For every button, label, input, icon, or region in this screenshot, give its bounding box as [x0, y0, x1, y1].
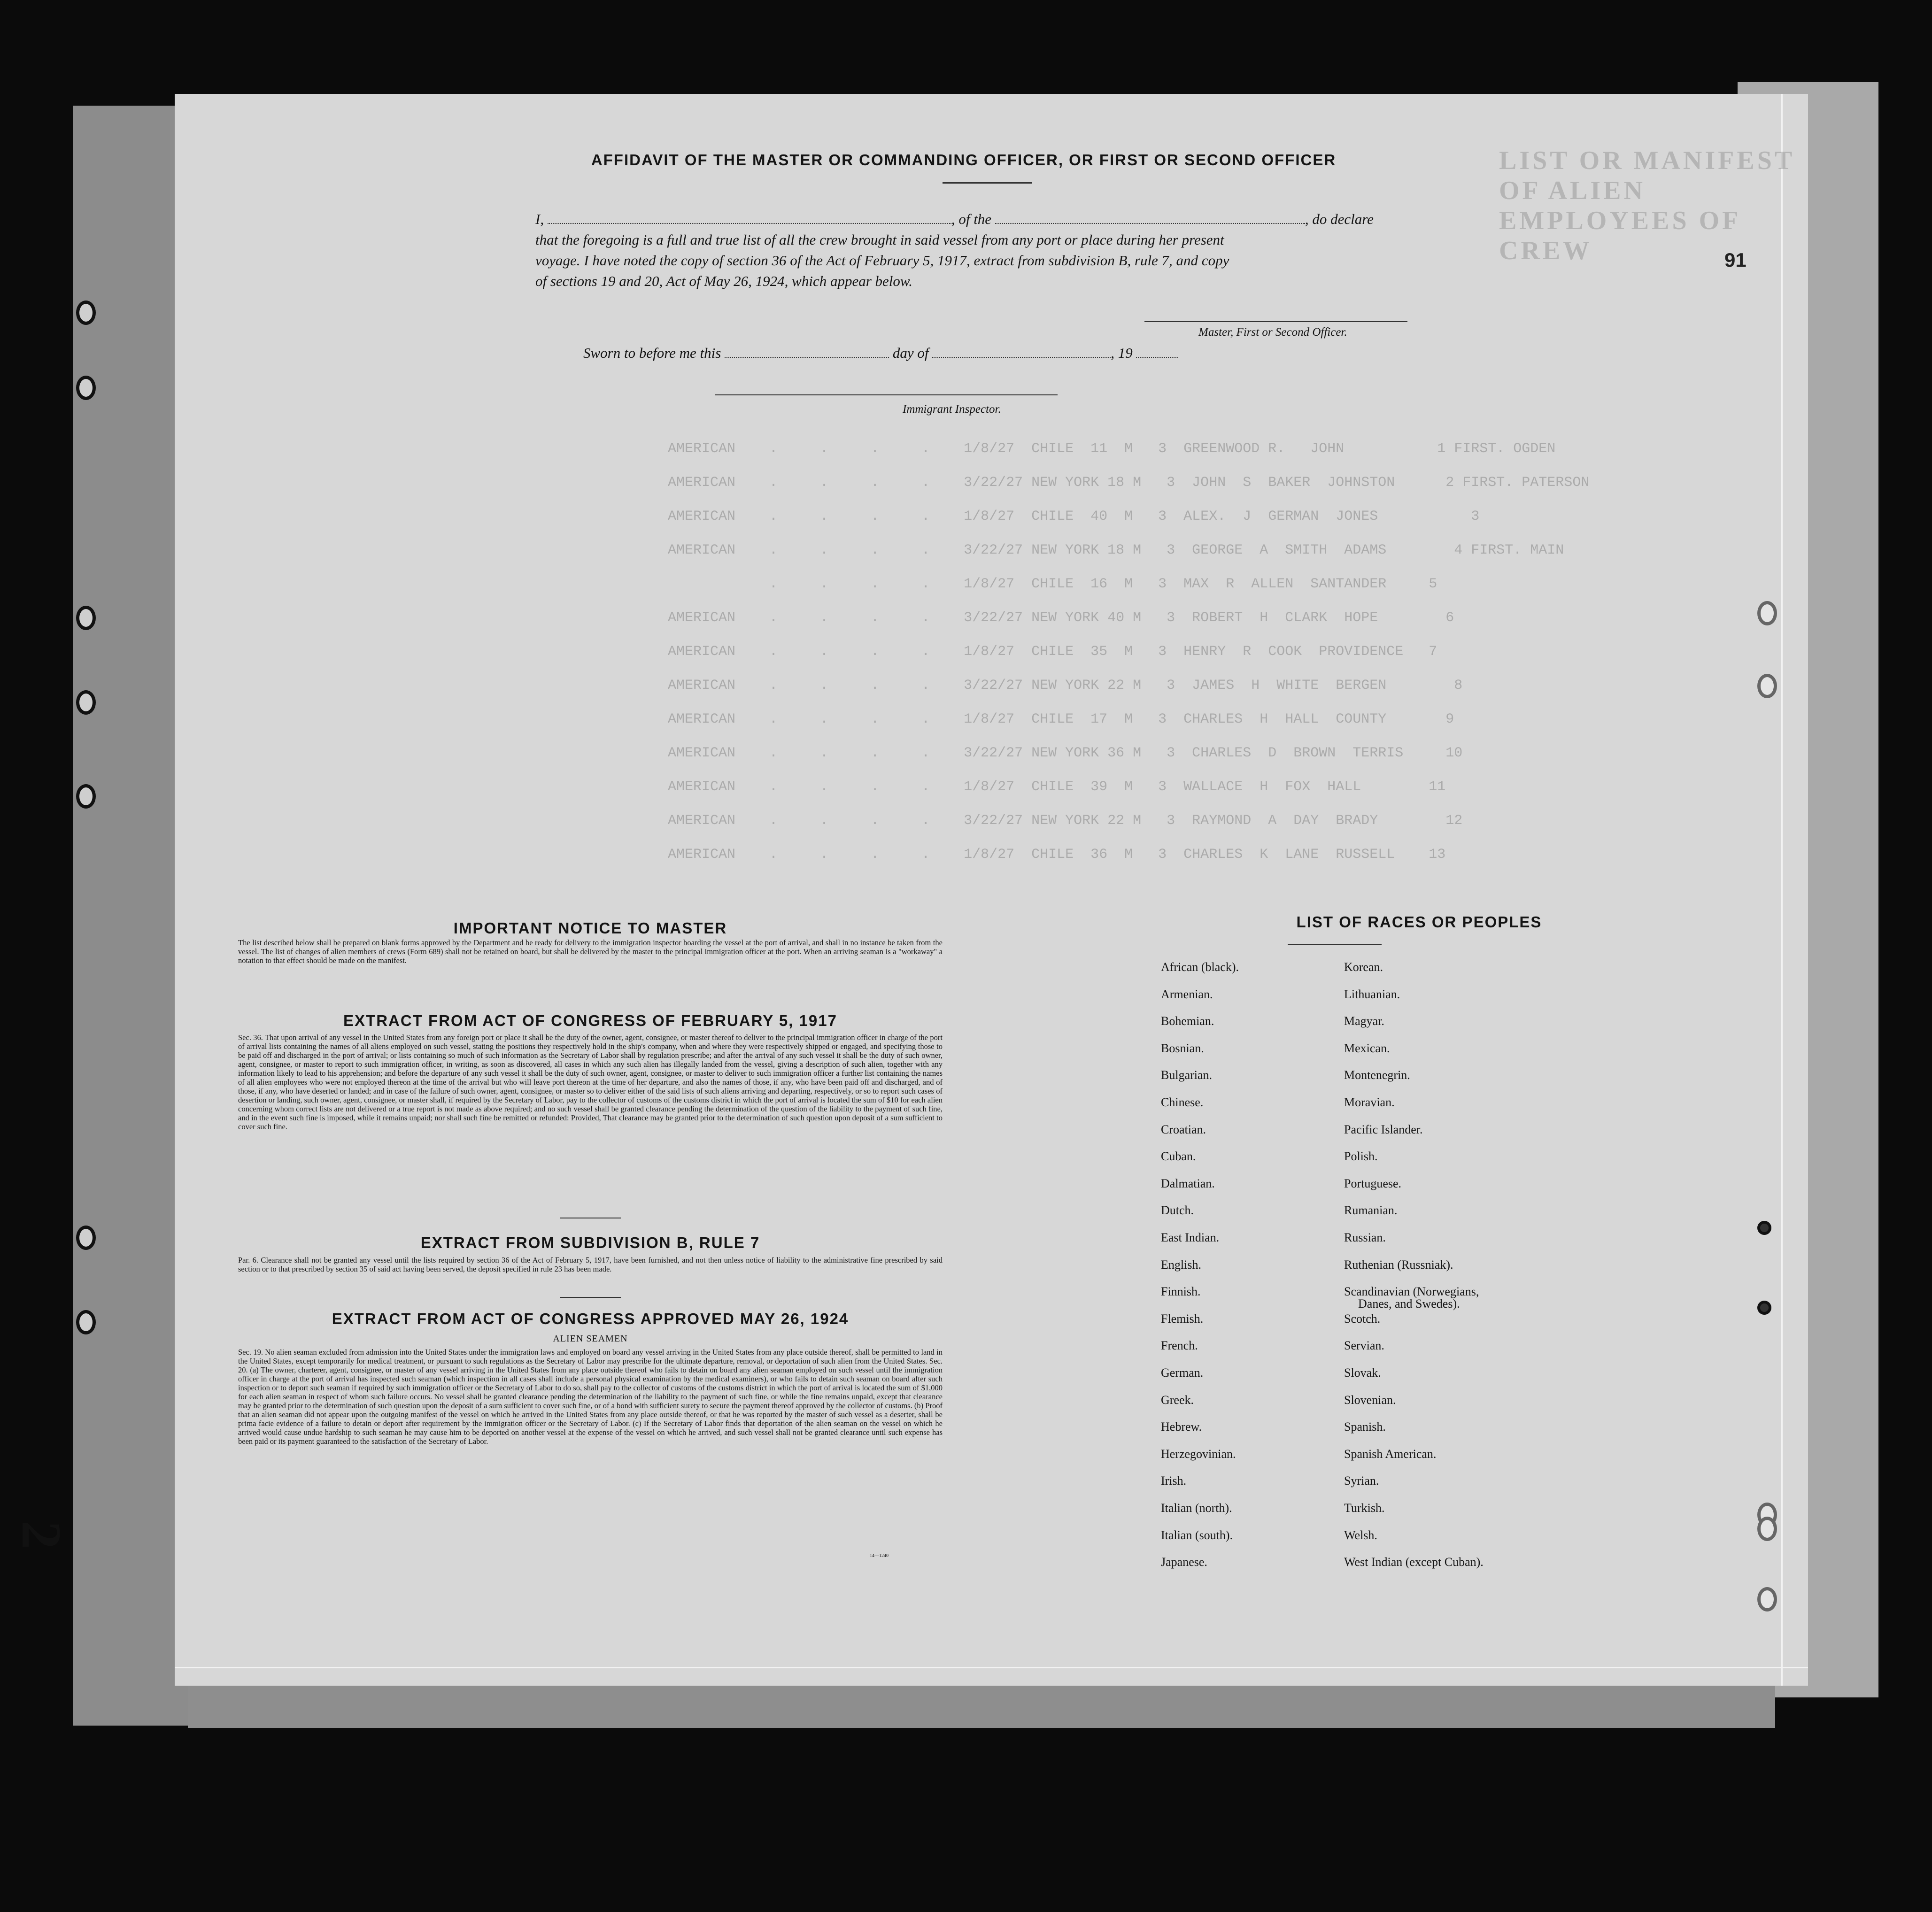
sheet-edge-line [175, 1667, 1808, 1668]
race-item: Syrian. [1344, 1474, 1379, 1488]
affidavit-line-4: of sections 19 and 20, Act of May 26, 1924, which appear below. [535, 273, 913, 289]
punch-hole-icon [76, 690, 96, 715]
punch-hole-icon [76, 784, 96, 809]
race-item: Dalmatian. [1161, 1176, 1215, 1190]
race-item: Spanish American. [1344, 1447, 1437, 1461]
race-item: Bosnian. [1161, 1041, 1204, 1055]
extract-rule7-title: EXTRACT FROM SUBDIVISION B, RULE 7 [420, 1234, 760, 1251]
affidavit-line-1 [535, 209, 1428, 230]
notice-title: IMPORTANT NOTICE TO MASTER [453, 919, 727, 937]
punch-hole-icon [1757, 674, 1777, 698]
master-signature-label: Master, First or Second Officer. [1198, 326, 1347, 339]
race-item: Pacific Islander. [1344, 1122, 1423, 1136]
race-item: African (black). [1161, 960, 1239, 974]
affidavit-i-label: I, [535, 211, 544, 227]
punch-hole-icon [1757, 1517, 1777, 1541]
affidavit-line-2: that the foregoing is a full and true list of all the crew brought in said vessel from any port or place during her present [535, 231, 1224, 248]
race-item: Hebrew. [1161, 1420, 1202, 1434]
punch-hole-icon [1757, 1587, 1777, 1611]
sworn-year-field[interactable] [1136, 347, 1178, 358]
inspector-label: Immigrant Inspector. [903, 403, 1001, 416]
punch-hole-icon [76, 1310, 96, 1334]
punch-hole-icon [1757, 601, 1777, 625]
extract-1924-body: Sec. 19. No alien seaman excluded from admission into the United States under the immigration laws and employed on board any vessel arriving in the United States from any place outside thereof, shall be permitted to land in the United States, except temporarily for medical treatment, or pursuant to such regulations as the Secretary of Labor may prescribe for the ultimate departure, removal, or deportation of such alien from the United States. Sec. 20. (a) The owner, charterer, agent, consignee, or master of any vessel arriving in the United States from any place outside thereof who fails to detain on board any alien seaman employed on such vessel until the immigration officer in charge at the port of arrival has inspected such seaman (which inspection in all cases shall include a personal physical examination by the medical examiners), or who fails to detain such seaman on board after such inspection or to deport such seaman if required by such immigration officer or the Secretary of Labor to do so, shall pay to the collector of customs of the customs district in which the port of arrival is located the sum of $1,000 for each alien seaman in respect of whom such failure occurs. No vessel shall be granted clearance pending the determination of the liability to the payment of such fine, or while the fine remains unpaid, except that clearance may be granted prior to the determination of such question upon the deposit of a sum sufficient to cover such fine, or of a bond with sufficient surety to secure the payment thereof approved by the collector of customs. (b) Proof that an alien seaman did not appear upon the outgoing manifest of the vessel on which he arrived in the United States from any place outside thereof, or that he was reported by the master of such vessel as a deserter, shall be prima facie evidence of a failure to detain or deport after requirement by the immigration officer or the Secretary of Labor. (c) If the Secretary of Labor finds that deportation of the alien seaman on the vessel on which he arrived would cause undue hardship to such seaman he may cause him to be deported on another vessel at the expense of the vessel on which he arrived, and such vessel shall not be granted clearance until such expense has been paid or its payment guaranteed to the satisfaction of the Secretary of Labor. [238, 1348, 943, 1446]
race-item: Italian (north). [1161, 1501, 1232, 1515]
manifest-sheet [175, 94, 1808, 1686]
punch-hole-icon [76, 1226, 96, 1250]
race-item: West Indian (except Cuban). [1344, 1555, 1484, 1569]
race-item: Welsh. [1344, 1528, 1377, 1542]
punch-hole-icon [76, 376, 96, 400]
races-title: LIST OF RACES OR PEOPLES [1296, 913, 1542, 931]
race-item: Chinese. [1161, 1095, 1204, 1109]
race-item: Rumanian. [1344, 1203, 1398, 1218]
race-item: Scotch. [1344, 1311, 1381, 1326]
sworn-day-field[interactable] [725, 347, 889, 358]
bleed-through-text: AMERICAN . . . . 1/8/27 CHILE 11 M 3 GREENWOOD R. JOHN 1 FIRST. OGDEN AMERICAN . . . . 3/22/27 NEW YORK 18 M 3 JOHN S BAKER JOHNSTON 2 FIRST. PATERSON AMERICAN . . . . 1/8/27 CHILE 40 M 3 ALEX. J GERMAN JONES 3 AMERICAN . . . . 3/22/27 NEW YORK 18 M 3 GEORGE A SMITH ADAMS 4 FIRST. MAIN . . . . 1/8/27 CHILE 16 M 3 MAX R ALLEN SANTANDER 5 AMERICAN . . . . 3/22/27 NEW YORK 40 M 3 ROBERT H CLARK HOPE 6 AMERICAN . . . . 1/8/27 CHILE 35 M 3 HENRY R COOK PROVIDENCE 7 AMERICAN . . . . 3/22/27 NEW YORK 22 M 3 JAMES H WHITE BERGEN 8 AMERICAN . . . . 1/8/27 CHILE 17 M 3 CHARLES H HALL COUNTY 9 AMERICAN . . . . 3/22/27 NEW YORK 36 M 3 CHARLES D BROWN TERRIS 10 AMERICAN . . . . 1/8/27 CHILE 39 M 3 WALLACE H FOX HALL 11 AMERICAN . . . . 3/22/27 NEW YORK 22 M 3 RAYMOND A DAY BRADY 12 AMERICAN . . . . 1/8/27 CHILE 36 M 3 CHARLES K LANE RUSSELL 13 [668, 441, 1590, 863]
race-item: English. [1161, 1257, 1201, 1272]
punch-hole-icon [76, 301, 96, 325]
handwritten-sheet-number: 2 [10, 1521, 73, 1549]
sworn-line [583, 343, 1241, 363]
race-item: Moravian. [1344, 1095, 1395, 1109]
affidavit-line-3: voyage. I have noted the copy of section 36 of the Act of February 5, 1917, extract from subdivision B, rule 7, and copy [535, 252, 1229, 269]
race-item: German. [1161, 1366, 1204, 1380]
punch-hole-icon [1757, 1301, 1771, 1315]
race-item: Irish. [1161, 1474, 1187, 1488]
race-item: Lithuanian. [1344, 987, 1400, 1001]
race-item: Slovenian. [1344, 1393, 1396, 1407]
section-divider [560, 1297, 621, 1298]
race-item: Ruthenian (Russniak). [1344, 1257, 1453, 1272]
race-item: Bohemian. [1161, 1014, 1214, 1028]
race-item: Croatian. [1161, 1122, 1206, 1136]
race-item: East Indian. [1161, 1231, 1220, 1244]
punch-hole-icon [1757, 1221, 1771, 1235]
vessel-name-field[interactable] [995, 214, 1305, 224]
extract-1917-title: EXTRACT FROM ACT OF CONGRESS OF FEBRUARY 5, 1917 [343, 1012, 837, 1029]
affidavit-title: AFFIDAVIT OF THE MASTER OR COMMANDING OFFICER, OR FIRST OR SECOND OFFICER [591, 151, 1337, 169]
title-divider [943, 182, 1032, 184]
race-item: Mexican. [1344, 1041, 1390, 1055]
race-item: Bulgarian. [1161, 1068, 1213, 1082]
sworn-year-label: , 19 [1111, 345, 1133, 361]
race-item: Greek. [1161, 1393, 1194, 1407]
form-number: 14—1240 [870, 1553, 889, 1558]
extract-1924-title: EXTRACT FROM ACT OF CONGRESS APPROVED MAY 26, 1924 [332, 1310, 849, 1327]
race-item: Portuguese. [1344, 1176, 1402, 1190]
race-item: Herzegovinian. [1161, 1447, 1236, 1461]
race-item: Magyar. [1344, 1014, 1384, 1028]
race-item: Dutch. [1161, 1203, 1194, 1218]
race-item: Montenegrin. [1344, 1068, 1410, 1082]
extract-rule7-body: Par. 6. Clearance shall not be granted any vessel until the lists required by section 36 of the Act of February 5, 1917, have been furnished, and not then unless notice of liability to the administrative fine prescribed by said section or to that prescribed by section 35 of said act having been served, the deposit specified in rule 23 has been made. [238, 1256, 943, 1273]
race-item: Turkish. [1344, 1501, 1385, 1515]
inspector-signature-line[interactable] [715, 394, 1058, 395]
race-item: Korean. [1344, 960, 1383, 974]
race-item: Finnish. [1161, 1285, 1201, 1299]
race-item: Flemish. [1161, 1311, 1204, 1326]
race-item: Slovak. [1344, 1366, 1381, 1380]
race-item: Danes, and Swedes). [1358, 1297, 1460, 1311]
race-item: Cuban. [1161, 1149, 1196, 1164]
sworn-month-field[interactable] [932, 347, 1111, 358]
sheet-edge-line [1781, 94, 1783, 1686]
sworn-day-label: day of [892, 345, 929, 361]
punch-hole-icon [76, 606, 96, 630]
extract-1924-subtitle: ALIEN SEAMEN [553, 1334, 628, 1344]
races-divider [1288, 944, 1382, 945]
race-item: Scandinavian (Norwegians, [1344, 1285, 1479, 1299]
race-item: Japanese. [1161, 1555, 1207, 1569]
notice-body: The list described below shall be prepared on blank forms approved by the Department and be ready for delivery to the immigration inspector boarding the vessel at the port of arrival, and shall in no instance be taken from the vessel. The list of changes of alien members of crews (Form 689) shall not be retained on board, but shall be delivered by the master to the principal immigration officer at the port. When an arriving seaman is a "workaway" a notation to that effect should be made on the manifest. [238, 938, 943, 965]
race-item: Servian. [1344, 1339, 1384, 1353]
bleed-through-text: LIST OR MANIFEST OF ALIEN EMPLOYEES OF CREW [1499, 146, 1795, 265]
affidavit-declare-label: , do declare [1305, 211, 1374, 227]
extract-1917-body: Sec. 36. That upon arrival of any vessel in the United States from any foreign port or place it shall be the duty of the owner, agent, consignee, or master thereof to deliver to the principal immigration officer in charge of the port of arrival lists containing the names of all aliens employed on such vessel, stating the positions they respectively hold in the ship's company, when and where they were respectively shipped or engaged, and specifying those to be paid off and discharged in the port of arrival; or lists containing so much of such information as the Secretary of Labor shall by regulation prescribe; and after the arrival of any such vessel it shall be the duty of such owner, agent, consignee, or master to report to such immigration officer, in writing, as soon as discovered, all cases in which any such alien has illegally landed from the vessel, giving a description of such alien, together with any information likely to lead to his apprehension; and before the departure of any such vessel it shall be the duty of such owner, agent, consignee, or master to deliver to such immigration officer a further list containing the names of all alien employees who were not employed thereon at the time of the arrival but who will leave port thereon at the time of her departure, and also the names of those, if any, who have been paid off and discharged, and of those, if any, who have deserted or landed; and in case of the failure of such owner, agent, consignee, or master so to deliver either of the said lists of such aliens arriving and departing, respectively, or so to report such cases of desertion or landing, such owner, agent, consignee, or master shall, if required by the Secretary of Labor, pay to the collector of customs of the customs district in which the port of arrival is located the sum of $10 for each alien concerning whom correct lists are not delivered or a true report is not made as above required; and no such vessel shall be granted clearance pending the determination of the question of the liability to the payment of such fine, and in the event such fine is imposed, while it remains unpaid; nor shall such fine be remitted or refunded: Provided, That clearance may be granted prior to the determination of such question upon deposit of a sum sufficient to cover such fine. [238, 1033, 943, 1131]
stamp-number: 91 [1724, 249, 1747, 271]
race-item: French. [1161, 1339, 1198, 1353]
race-item: Spanish. [1344, 1420, 1386, 1434]
sworn-prefix: Sworn to before me this [583, 345, 721, 361]
race-item: Russian. [1344, 1231, 1386, 1244]
race-item: Polish. [1344, 1149, 1378, 1164]
race-item: Italian (south). [1161, 1528, 1233, 1542]
race-item: Armenian. [1161, 987, 1213, 1001]
affidavit-of-the-label: , of the [951, 211, 992, 227]
master-name-field[interactable] [548, 214, 951, 224]
